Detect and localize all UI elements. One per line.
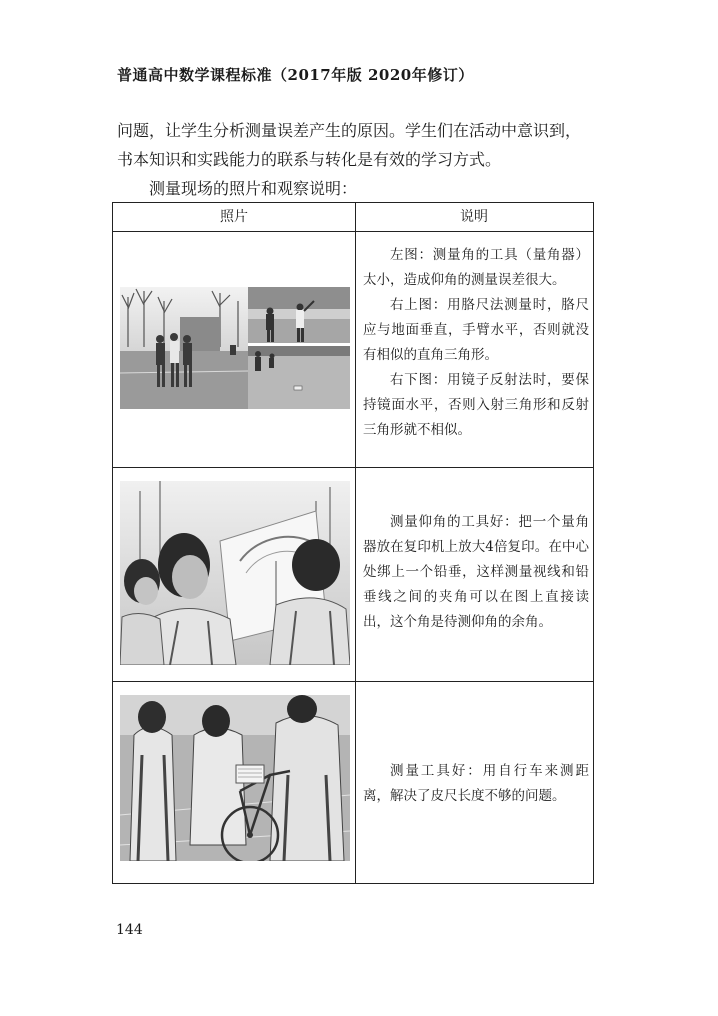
measuring-mirror-photo — [248, 346, 350, 409]
intro-line-3: 测量现场的照片和观察说明： — [149, 179, 358, 198]
column-header-photo: 照片 — [220, 209, 248, 225]
row-divider-2 — [113, 681, 593, 682]
column-divider — [355, 203, 356, 883]
row-3-description — [363, 759, 589, 809]
row-2-description — [363, 510, 589, 635]
intro-line-1: 问题，让学生分析测量误差产生的原因。学生们在活动中意识到， — [117, 121, 582, 140]
column-header-description: 说明 — [460, 209, 488, 225]
header-row-divider — [113, 231, 593, 232]
description-paragraph: 左图：测量角的工具（量角器）太小，造成仰角的测量误差很大。 — [363, 247, 589, 288]
description-paragraph: 右上图：用胳尺法测量时，胳尺应与地面垂直，手臂水平，否则就没有相似的直角三角形。 — [363, 297, 589, 363]
intro-line-2: 书本知识和实践能力的联系与转化是有效的学习方式。 — [117, 150, 502, 169]
description-paragraph: 测量仰角的工具好：把一个量角器放在复印机上放大4倍复印。在中心处绑上一个铅垂，这样测量视线和铅垂线之间的夹角可以在图上直接读出，这个角是待测仰角的余角。 — [363, 514, 589, 630]
running-header: 普通高中数学课程标准（2017年版 2020年修订） — [117, 66, 474, 84]
enlarged-protractor-photo — [120, 481, 350, 665]
intro-text — [117, 116, 599, 203]
measuring-protractor-photo — [120, 287, 248, 409]
measuring-arm-photo — [248, 287, 350, 343]
row-1-description — [363, 243, 589, 443]
row-divider-1 — [113, 467, 593, 468]
observation-table — [112, 202, 594, 884]
bicycle-measuring-photo — [120, 695, 350, 861]
page-number: 144 — [116, 922, 143, 938]
description-paragraph: 测量工具好：用自行车来测距离，解决了皮尺长度不够的问题。 — [363, 763, 589, 804]
description-paragraph: 右下图：用镜子反射法时，要保持镜面水平，否则入射三角形和反射三角形就不相似。 — [363, 372, 589, 438]
